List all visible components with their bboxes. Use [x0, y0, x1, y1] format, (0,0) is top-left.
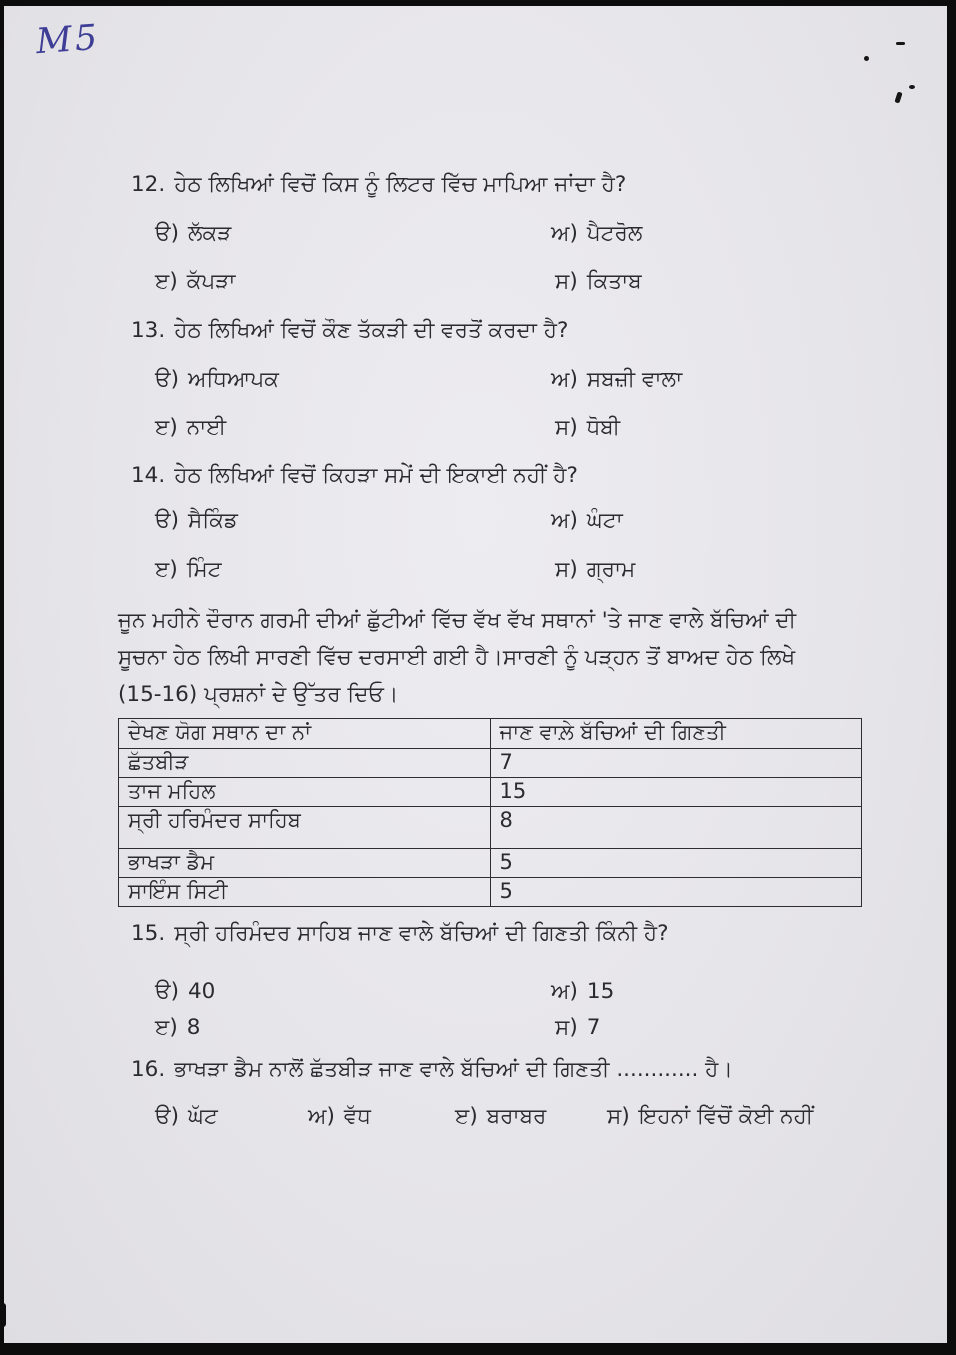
table-cell-count: 7 — [490, 749, 862, 778]
question-12 — [131, 172, 626, 198]
question-12-text: ਹੇਠ ਲਿਖਿਆਂ ਵਿਚੋਂ ਕਿਸ ਨੂੰ ਲਿਟਰ ਵਿੱਚ ਮਾਪਿਆ ਜਾਂਦਾ ਹੈ? — [174, 172, 627, 197]
question-12-option-2 — [551, 221, 642, 247]
option-label: ੳ) — [155, 1104, 179, 1129]
handwritten-mark: M5 — [34, 17, 102, 63]
option-text: 7 — [586, 1015, 601, 1040]
option-label: ੳ) — [155, 979, 179, 1004]
option-text: ਸਬਜ਼ੀ ਵਾਲਾ — [586, 367, 683, 392]
question-16-option-1 — [155, 1104, 218, 1130]
question-13-number: 13. — [131, 318, 166, 343]
option-text: ਵੱਧ — [343, 1104, 371, 1129]
question-13-option-2 — [551, 367, 682, 393]
question-15-number: 15. — [131, 921, 166, 946]
option-label: ੲ) — [155, 415, 178, 440]
table-row — [119, 807, 862, 849]
option-text: ਘੱਟ — [188, 1104, 218, 1129]
table-cell-place: ਸ੍ਰੀ ਹਰਿਮੰਦਰ ਸਾਹਿਬ — [119, 807, 491, 849]
option-text: ਗ੍ਰਾਮ — [586, 557, 636, 582]
visits-table — [118, 718, 862, 907]
option-text: ਬਰਾਬਰ — [486, 1104, 547, 1129]
option-text: ਪੈਟਰੋਲ — [586, 221, 643, 246]
passage-line-2: ਸੂਚਨਾ ਹੇਠ ਲਿਖੀ ਸਾਰਣੀ ਵਿੱਚ ਦਰਸਾਈ ਗਈ ਹੈ।ਸਾਰਣੀ ਨੂੰ ਪੜ੍ਹਨ ਤੋਂ ਬਾਅਦ ਹੇਠ ਲਿਖੇ — [118, 645, 796, 670]
table-cell-place: ਤਾਜ ਮਹਿਲ — [119, 778, 491, 807]
question-14-text: ਹੇਠ ਲਿਖਿਆਂ ਵਿਚੋਂ ਕਿਹੜਾ ਸਮੇਂ ਦੀ ਇਕਾਈ ਨਹੀਂ ਹੈ? — [174, 463, 578, 488]
option-text: 15 — [586, 979, 615, 1004]
question-13-option-1 — [155, 367, 279, 393]
option-label: ਅ) — [308, 1104, 335, 1129]
question-13-text: ਹੇਠ ਲਿਖਿਆਂ ਵਿਚੋਂ ਕੌਣ ਤੱਕੜੀ ਦੀ ਵਰਤੋਂ ਕਰਦਾ ਹੈ? — [174, 318, 569, 343]
table-cell-count: 5 — [490, 849, 862, 878]
option-label: ੲ) — [455, 1104, 478, 1129]
question-15 — [131, 921, 669, 947]
option-text: ਇਹਨਾਂ ਵਿੱਚੋਂ ਕੋਈ ਨਹੀਂ — [638, 1104, 814, 1129]
scan-speck — [909, 85, 915, 89]
question-15-option-1 — [155, 979, 215, 1005]
table-row — [119, 878, 862, 907]
option-text: ਕੱਪੜਾ — [186, 269, 236, 294]
option-label: ੳ) — [155, 367, 179, 392]
question-14-option-3 — [155, 557, 222, 583]
scan-edge-top — [0, 0, 956, 6]
table-header-row — [119, 719, 862, 749]
question-14-option-4 — [555, 557, 635, 583]
option-label: ਸ) — [555, 269, 578, 294]
question-13-option-3 — [155, 415, 226, 441]
question-16-option-2 — [308, 1104, 371, 1130]
table-cell-place: ਸਾਇੰਸ ਸਿਟੀ — [119, 878, 491, 907]
option-text: 8 — [186, 1015, 201, 1040]
scan-edge-left — [0, 0, 4, 1355]
table-row — [119, 749, 862, 778]
option-label: ੲ) — [155, 557, 178, 582]
scan-edge-mark — [0, 1303, 6, 1327]
question-12-option-1 — [155, 221, 231, 247]
option-text: ਮਿੰਟ — [186, 557, 222, 582]
passage-line-1: ਜੂਨ ਮਹੀਨੇ ਦੌਰਾਨ ਗਰਮੀ ਦੀਆਂ ਛੁੱਟੀਆਂ ਵਿੱਚ ਵੱਖ ਵੱਖ ਸਥਾਨਾਂ 'ਤੇ ਜਾਣ ਵਾਲੇ ਬੱਚਿਆਂ ਦੀ — [118, 608, 797, 633]
option-text: ਧੋਬੀ — [586, 415, 621, 440]
question-16-number: 16. — [131, 1057, 166, 1082]
question-12-option-4 — [555, 269, 642, 295]
table-cell-place: ਛੱਤਬੀੜ — [119, 749, 491, 778]
option-text: 40 — [188, 979, 216, 1004]
question-15-option-3 — [155, 1015, 200, 1041]
question-15-option-2 — [551, 979, 614, 1005]
option-label: ੳ) — [155, 221, 179, 246]
question-14-number: 14. — [131, 463, 166, 488]
question-16 — [131, 1057, 733, 1083]
option-text: ਨਾਈ — [186, 415, 227, 440]
passage-line-3: (15-16) ਪ੍ਰਸ਼ਨਾਂ ਦੇ ਉੱਤਰ ਦਿਓ। — [118, 682, 399, 707]
question-14-option-1 — [155, 508, 238, 534]
question-12-option-3 — [155, 269, 235, 295]
option-label: ਅ) — [551, 979, 578, 1004]
table-row — [119, 849, 862, 878]
option-label: ੳ) — [155, 508, 179, 533]
passage — [118, 602, 868, 713]
question-16-option-4 — [607, 1104, 813, 1130]
option-label: ਸ) — [555, 1015, 578, 1040]
question-16-text: ਭਾਖੜਾ ਡੈਮ ਨਾਲੋਂ ਛੱਤਬੀੜ ਜਾਣ ਵਾਲੇ ਬੱਚਿਆਂ ਦੀ ਗਿਣਤੀ ............ ਹੈ। — [174, 1057, 733, 1082]
option-text: ਘੰਟਾ — [586, 508, 623, 533]
option-label: ਸ) — [555, 557, 578, 582]
question-16-option-3 — [455, 1104, 546, 1130]
question-15-option-4 — [555, 1015, 600, 1041]
table-row — [119, 778, 862, 807]
question-13-option-4 — [555, 415, 620, 441]
scan-speck — [896, 42, 905, 45]
option-label: ਅ) — [551, 367, 578, 392]
option-label: ੲ) — [155, 269, 178, 294]
scan-edge-bottom — [0, 1343, 956, 1355]
question-14-option-2 — [551, 508, 623, 534]
option-label: ਅ) — [551, 508, 578, 533]
option-text: ਲੱਕੜ — [188, 221, 232, 246]
option-text: ਕਿਤਾਬ — [586, 269, 642, 294]
option-label: ਅ) — [551, 221, 578, 246]
table-cell-count: 8 — [490, 807, 862, 849]
table-cell-place: ਭਾਖੜਾ ਡੈਮ — [119, 849, 491, 878]
option-text: ਸੈਕਿੰਡ — [188, 508, 238, 533]
table-header-count: ਜਾਣ ਵਾਲ਼ੇ ਬੱਚਿਆਂ ਦੀ ਗਿਣਤੀ — [490, 719, 862, 749]
option-label: ਸ) — [607, 1104, 630, 1129]
question-15-text: ਸ੍ਰੀ ਹਰਿਮੰਦਰ ਸਾਹਿਬ ਜਾਣ ਵਾਲੇ ਬੱਚਿਆਂ ਦੀ ਗਿਣਤੀ ਕਿੰਨੀ ਹੈ? — [174, 921, 669, 946]
scan-speck — [894, 91, 902, 103]
question-12-number: 12. — [131, 172, 166, 197]
scan-speck — [864, 56, 869, 61]
option-label: ੲ) — [155, 1015, 178, 1040]
question-14 — [131, 463, 578, 489]
table-header-place: ਦੇਖਣ ਯੋਗ ਸਥਾਨ ਦਾ ਨਾਂ — [119, 719, 491, 749]
option-label: ਸ) — [555, 415, 578, 440]
table-cell-count: 15 — [490, 778, 862, 807]
option-text: ਅਧਿਆਪਕ — [188, 367, 279, 392]
scan-edge-right — [947, 0, 956, 1355]
question-13 — [131, 318, 568, 344]
table-cell-count: 5 — [490, 878, 862, 907]
